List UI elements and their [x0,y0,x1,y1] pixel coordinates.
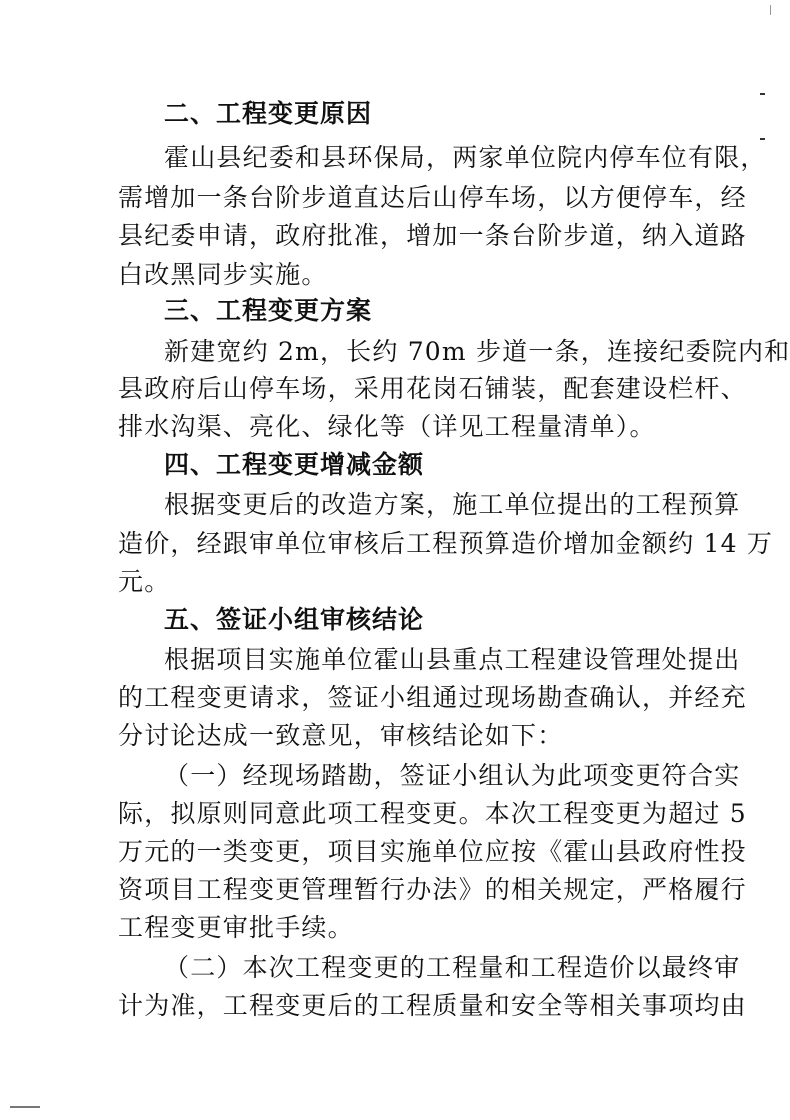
scan-mark [770,5,771,15]
section-heading-plan: 三、工程变更方案 [164,296,373,325]
scan-mark [760,138,765,140]
paragraph-line: 县政府后山停车场，采用花岗石铺装，配套建设栏杆、 [118,374,747,403]
scan-mark [760,93,765,95]
paragraph-line: 际，拟原则同意此项工程变更。本次工程变更为超过 5 [118,799,747,828]
paragraph-line: 工程变更审批手续。 [118,913,354,942]
section-heading-amount: 四、工程变更增减金额 [164,450,425,479]
paragraph-line: （一）经现场踏勘，签证小组认为此项变更符合实 [164,761,741,790]
paragraph-line: （二）本次工程变更的工程量和工程造价以最终审 [164,953,741,982]
paragraph-line: 造价，经跟审单位审核后工程预算造价增加金额约 14 万 [118,529,774,558]
section-heading-conclusion: 五、签证小组审核结论 [164,605,425,634]
paragraph-line: 万元的一类变更，项目实施单位应按《霍山县政府性投 [118,837,747,866]
paragraph-line: 根据项目实施单位霍山县重点工程建设管理处提出 [164,645,741,674]
paragraph-line: 元。 [118,567,171,596]
paragraph-line: 县纪委申请，政府批准，增加一条台阶步道，纳入道路 [118,221,747,250]
paragraph-line: 需增加一条台阶步道直达后山停车场，以方便停车，经 [118,183,747,212]
paragraph-line: 白改黑同步实施。 [118,260,328,289]
paragraph-line: 新建宽约 2m，长约 70m 步道一条，连接纪委院内和 [164,337,790,366]
paragraph-line: 霍山县纪委和县环保局，两家单位院内停车位有限， [164,143,767,172]
paragraph-line: 资项目工程变更管理暂行办法》的相关规定，严格履行 [118,875,747,904]
paragraph-line: 排水沟渠、亮化、绿化等（详见工程量清单）。 [118,412,656,441]
paragraph-line: 分讨论达成一致意见，审核结论如下： [118,721,564,750]
paragraph-line: 计为准，工程变更后的工程质量和安全等相关事项均由 [118,991,747,1020]
scan-mark [10,1106,40,1108]
paragraph-line: 根据变更后的改造方案，施工单位提出的工程预算 [164,490,741,519]
paragraph-line: 的工程变更请求，签证小组通过现场勘查确认，并经充 [118,683,747,712]
section-heading-reason: 二、工程变更原因 [164,99,373,128]
